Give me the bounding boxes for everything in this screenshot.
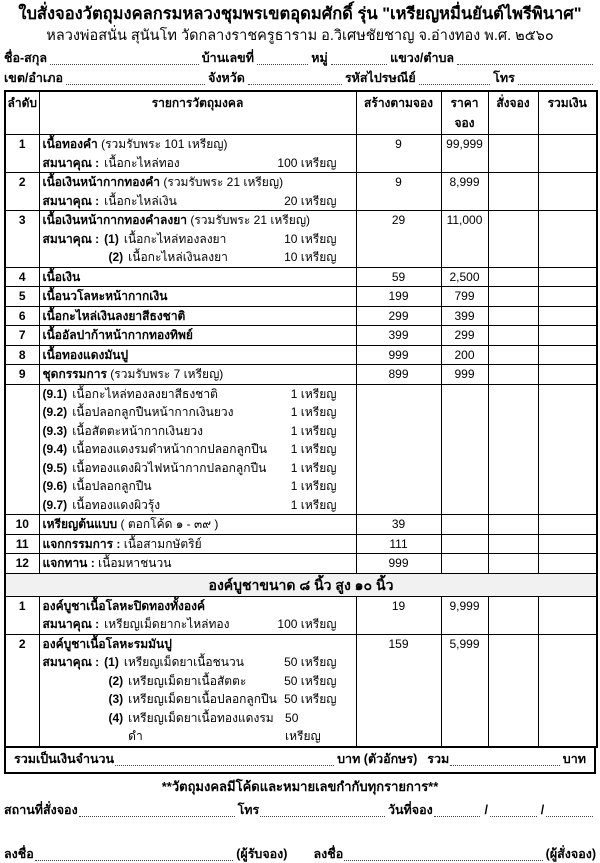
bonus-item-text — [43, 459, 267, 478]
item-name: เนื้อเงิน — [42, 269, 81, 284]
grand-total-row — [4, 746, 596, 774]
row-number: 3 — [5, 211, 39, 268]
bonus-description: เนื้อทองแดงผิวรุ้ง — [72, 497, 161, 512]
page-title: ใบสั่งจองวัตถุมงคลกรมหลวงชุมพรเขตอุดมศักดิ์ รุ่น "เหรียญหมื่นยันต์ไพรีพินาศ" — [18, 5, 582, 23]
table-row — [5, 306, 597, 326]
price-value: 299 — [441, 326, 488, 346]
item-note: (รวมรับพระ 21 เหรียญ) — [160, 175, 284, 189]
item-description — [39, 634, 356, 747]
item-name: องค์บูชาเนื้อโลหะรมมันปู — [42, 636, 172, 651]
bonus-number: (3) — [108, 692, 124, 706]
bonus-quantity: 1 เหรียญ — [290, 405, 337, 419]
price-value: 999 — [441, 365, 488, 385]
item-name: ชุดกรรมการ — [42, 367, 107, 381]
item-description — [39, 554, 356, 574]
moo-label: หมู่ — [311, 51, 328, 65]
item-name: เนื้อกะไหล่เงินลงยาสีธงชาติ — [42, 308, 186, 323]
col-header-order: สั่งจอง — [488, 91, 538, 135]
order-qty-cell[interactable] — [488, 306, 538, 326]
row-number: 11 — [5, 534, 39, 554]
moo-field[interactable] — [331, 52, 387, 65]
made-to-order-qty: 9 — [356, 173, 441, 211]
bonus-item-text — [43, 615, 230, 634]
row-number: 2 — [5, 634, 39, 747]
item-description — [39, 365, 356, 385]
col-header-index: ลำดับ — [5, 91, 39, 135]
name-field[interactable] — [50, 52, 199, 65]
item-name: องค์บูชาเนื้อโลหะปิดทองทั้งองค์ — [42, 598, 206, 613]
bonus-item-line — [43, 403, 353, 422]
row-total-cell[interactable] — [538, 306, 597, 326]
price-value: 99,999 — [441, 135, 488, 173]
price-value: 8,999 — [441, 173, 488, 211]
made-to-order-qty: 999 — [356, 554, 441, 574]
bonus-quantity: 1 เหรียญ — [290, 386, 337, 401]
sum-label: รวม — [427, 751, 450, 766]
made-to-order-qty: 399 — [356, 326, 441, 346]
row-total-cell[interactable] — [538, 326, 597, 346]
made-to-order-qty: 39 — [356, 515, 441, 535]
bonus-item-line — [43, 385, 353, 404]
bonus-quantity: 1 เหรียญ — [290, 460, 337, 475]
bonus-item-line — [43, 690, 353, 709]
table-row — [5, 345, 597, 365]
table-row — [5, 135, 597, 173]
baht-label: บาท — [562, 751, 586, 766]
bonus-item-line — [43, 615, 353, 634]
bonus-quantity: 10 เหรียญ — [284, 250, 337, 264]
district-field[interactable] — [66, 72, 205, 85]
bonus-quantity: 10 เหรียญ — [284, 231, 337, 246]
baht-in-words-label: บาท (ตัวอักษร) — [337, 751, 418, 766]
bonus-quantity: 100 เหรียญ — [277, 617, 337, 631]
bonus-number: (1) — [104, 231, 119, 246]
item-description — [39, 515, 356, 535]
item-name-line — [43, 211, 353, 230]
bonus-item-text — [43, 422, 203, 441]
bonus-item-text — [43, 230, 227, 249]
bonus-quantity: 50 เหรียญ — [284, 673, 337, 688]
bonus-item-text — [43, 385, 218, 404]
bonus-prefix: สมนาคุณ : — [42, 193, 100, 208]
sign-left-field[interactable] — [35, 848, 233, 861]
item-note: เนื้อมหาชนวน — [94, 556, 172, 570]
bonus-description: เนื้อสัตตะหน้ากากเงินยวง — [72, 423, 203, 438]
sign-right-role: (ผู้สั่งจอง) — [545, 846, 596, 861]
order-qty-cell[interactable] — [488, 287, 538, 307]
table-row — [5, 534, 597, 554]
bonus-number: (9.4) — [42, 442, 68, 456]
table-row — [5, 287, 597, 307]
col-header-price: ราคาจอง — [441, 91, 488, 135]
price-value: 11,000 — [441, 211, 488, 268]
price-value: 9,999 — [441, 596, 488, 634]
sign-right-field[interactable] — [344, 848, 542, 861]
row-number — [5, 384, 39, 515]
made-to-order-qty: 999 — [356, 345, 441, 365]
bonus-item-line — [43, 496, 353, 515]
province-field[interactable] — [248, 72, 342, 85]
bonus-description: เนื้อทองแดงรมดำหน้ากากปลอกลูกปืน — [72, 442, 267, 456]
page-subtitle: หลวงพ่อสนั่น สุนันโท วัดกลางราชครูธาราม อ.วิเศษชัยชาญ จ.อ่างทอง พ.ศ. ๒๕๖๐ — [46, 28, 554, 44]
made-to-order-qty: 899 — [356, 365, 441, 385]
bonus-quantity: 50 เหรียญ — [284, 655, 337, 669]
bonus-item-text — [43, 154, 180, 173]
item-name-line — [43, 635, 353, 654]
bonus-number: (1) — [104, 655, 119, 669]
table-row — [5, 326, 597, 346]
bonus-quantity: 1 เหรียญ — [290, 442, 337, 456]
item-name-line — [43, 326, 353, 345]
row-number: 9 — [5, 365, 39, 385]
bonus-number: (2) — [108, 250, 124, 264]
item-name: เนื้ออัลปาก้าหน้ากากทองทิพย์ — [42, 328, 193, 342]
item-description — [39, 211, 356, 268]
item-name: แจกทาน : — [42, 556, 95, 570]
bonus-quantity: 1 เหรียญ — [290, 497, 337, 512]
customer-info-line-1 — [4, 49, 596, 67]
house-no-field[interactable] — [257, 52, 308, 65]
row-total-cell[interactable] — [538, 345, 597, 365]
order-qty-cell[interactable] — [488, 345, 538, 365]
bonus-description: เนื้อกะไหล่ทองลงยาสีธงชาติ — [72, 386, 218, 401]
bonus-item-text — [43, 653, 244, 672]
order-qty-cell[interactable] — [488, 634, 538, 747]
sign-left-label: ลงชื่อ — [4, 846, 34, 861]
date-slash-2: / — [540, 802, 545, 817]
row-number: 5 — [5, 287, 39, 307]
signature-line — [4, 845, 596, 863]
item-name: เนื้อทองแดงมันปู — [42, 347, 129, 362]
table-row — [5, 365, 597, 385]
bonus-description: เนื้อกะไหล่ทอง — [104, 155, 180, 170]
bonus-item-line — [43, 192, 353, 211]
district-label: เขต/อำเภอ — [4, 71, 63, 85]
row-total-cell[interactable] — [538, 287, 597, 307]
order-qty-cell[interactable] — [488, 515, 538, 535]
item-name: เนื้อทองคำ — [42, 137, 98, 151]
bonus-item-text — [109, 690, 277, 709]
footer-phone-label: โทร — [237, 802, 260, 817]
bonus-item-line — [43, 709, 353, 746]
row-number: 6 — [5, 306, 39, 326]
item-description — [39, 173, 356, 211]
bonus-quantity: 20 เหรียญ — [284, 193, 337, 208]
item-name-line — [43, 307, 353, 326]
row-total-cell[interactable] — [538, 596, 597, 634]
total-amount-number-field[interactable] — [450, 753, 560, 766]
order-qty-cell[interactable] — [488, 326, 538, 346]
made-to-order-qty: 299 — [356, 306, 441, 326]
table-row — [5, 211, 597, 268]
row-total-cell[interactable] — [538, 173, 597, 211]
item-name: เนื้อเงินหน้ากากทองคำลงยา — [42, 213, 188, 227]
made-to-order-qty — [356, 384, 441, 515]
booking-date-label: วันที่จอง — [387, 802, 433, 817]
bonus-description: เหรียญเม็ดยาเนื้อสัตตะ — [128, 673, 247, 688]
bonus-quantity: 1 เหรียญ — [290, 479, 337, 493]
price-value: 399 — [441, 306, 488, 326]
item-note: เนื้อสามกษัตริย์ — [120, 536, 202, 551]
bonus-item-text — [109, 672, 247, 691]
bonus-description: เนื้อปลอกลูกปืนหน้ากากเงินยวง — [72, 405, 234, 419]
subdistrict-field[interactable] — [457, 52, 593, 65]
bonus-number: (9.5) — [42, 460, 68, 475]
bonus-item-text — [43, 403, 234, 422]
item-name-line — [43, 173, 353, 192]
section-header-row — [5, 573, 597, 596]
customer-info-line-2 — [4, 69, 596, 87]
price-value — [441, 515, 488, 535]
province-label: จังหวัด — [208, 71, 245, 85]
bonus-prefix: สมนาคุณ : — [42, 617, 100, 631]
phone-field[interactable] — [518, 72, 593, 85]
date-month-field[interactable] — [490, 804, 537, 817]
bonus-number: (9.2) — [42, 405, 68, 419]
house-no-label: บ้านเลขที่ — [201, 51, 254, 65]
price-value — [441, 554, 488, 574]
bonus-item-line — [43, 672, 353, 691]
item-note: (รวมรับพระ 21 เหรียญ) — [187, 213, 311, 227]
item-name: เนื้อนวโลหะหน้ากากเงิน — [42, 289, 168, 303]
order-qty-cell[interactable] — [488, 365, 538, 385]
table-row — [5, 515, 597, 535]
order-qty-cell[interactable] — [488, 596, 538, 634]
row-total-cell[interactable] — [538, 267, 597, 287]
price-value: 5,999 — [441, 634, 488, 747]
bonus-number: (4) — [108, 710, 124, 725]
order-qty-cell[interactable] — [488, 267, 538, 287]
bonus-item-line — [43, 230, 353, 249]
item-name: เนื้อเงินหน้ากากทองคำ — [42, 175, 161, 189]
bonus-item-text — [43, 477, 152, 496]
bonus-description: เนื้อทองแดงผิวไฟหน้ากากปลอกลูกปืน — [72, 460, 267, 475]
bonus-item-line — [43, 459, 353, 478]
item-name-line — [43, 365, 353, 384]
bonus-description: เนื้อปลอกลูกปืน — [72, 479, 152, 493]
item-name-line — [43, 515, 353, 534]
bonus-quantity: 50 เหรียญ — [284, 692, 337, 706]
item-description — [39, 306, 356, 326]
made-to-order-qty: 199 — [356, 287, 441, 307]
order-qty-cell[interactable] — [488, 554, 538, 574]
section-title: องค์บูชาขนาด ๘ นิ้ว สูง ๑๐ นิ้ว — [5, 573, 597, 596]
made-to-order-qty: 159 — [356, 634, 441, 747]
code-note: **วัตถุมงคลมีโค้ดและหมายเลขกำกับทุกรายการ** — [161, 778, 439, 794]
item-description — [39, 596, 356, 634]
row-total-cell[interactable] — [538, 211, 597, 268]
row-number: 8 — [5, 345, 39, 365]
row-total-cell[interactable] — [538, 634, 597, 747]
item-note: (รวมรับพระ 101 เหรียญ) — [97, 137, 228, 151]
postcode-field[interactable] — [419, 72, 490, 85]
bonus-description: เนื้อกะไหล่เงินลงยา — [128, 250, 228, 264]
order-qty-cell[interactable] — [488, 135, 538, 173]
phone-label: โทร — [493, 71, 515, 85]
order-table — [4, 90, 598, 748]
date-year-field[interactable] — [546, 804, 593, 817]
date-slash-1: / — [484, 802, 488, 817]
bonus-quantity: 100 เหรียญ — [277, 155, 337, 170]
sign-left-role: (ผู้รับจอง) — [236, 846, 288, 861]
bonus-quantity: 1 เหรียญ — [290, 423, 337, 438]
item-name-line — [43, 268, 353, 287]
bonus-description: เหรียญเม็ดยาเนื้อปลอกลูกปืน — [128, 692, 277, 706]
made-to-order-qty: 19 — [356, 596, 441, 634]
bonus-description: เหรียญเม็ดยากะไหล่ทอง — [104, 617, 230, 631]
bonus-item-line — [43, 477, 353, 496]
bonus-number: (9.7) — [42, 497, 68, 512]
col-header-made: สร้างตามจอง — [356, 91, 441, 135]
name-label: ชื่อ-สกุล — [4, 51, 48, 65]
table-row — [5, 267, 597, 287]
postcode-label: รหัสไปรษณีย์ — [344, 71, 416, 85]
row-number: 2 — [5, 173, 39, 211]
item-name: เหรียญต้นแบบ — [42, 517, 118, 531]
item-description — [39, 345, 356, 365]
bonus-item-text — [109, 248, 228, 267]
bonus-item-line — [43, 154, 353, 173]
item-description — [39, 384, 356, 515]
price-value: 2,500 — [441, 267, 488, 287]
row-total-cell[interactable] — [538, 554, 597, 574]
item-note: ( ตอกโค้ด ๑ - ๓๙ ) — [117, 517, 219, 531]
bonus-number: (9.3) — [42, 423, 68, 438]
row-total-cell[interactable] — [538, 515, 597, 535]
bonus-item-text — [43, 440, 267, 459]
bonus-description: เนื้อกะไหล่เงิน — [104, 193, 177, 208]
bonus-item-line — [43, 248, 353, 267]
row-total-cell[interactable] — [538, 135, 597, 173]
row-number: 10 — [5, 515, 39, 535]
made-to-order-qty: 111 — [356, 534, 441, 554]
col-header-total: รวมเงิน — [538, 91, 597, 135]
bonus-number: (9.6) — [42, 479, 68, 493]
row-number: 4 — [5, 267, 39, 287]
table-header-row — [5, 91, 597, 135]
date-day-field[interactable] — [434, 804, 481, 817]
bonus-description: เหรียญเม็ดยาเนื้อชนวน — [123, 655, 244, 669]
bonus-number: (2) — [108, 673, 124, 688]
item-name-line — [43, 597, 353, 616]
table-row — [5, 173, 597, 211]
bonus-number: (9.1) — [42, 386, 68, 401]
total-amount-text-field[interactable] — [115, 753, 334, 766]
item-name-line — [43, 554, 353, 573]
bonus-prefix: สมนาคุณ : — [42, 155, 100, 170]
bonus-description: เหรียญเม็ดยาเนื้อทองแดงรมดำ — [128, 710, 274, 743]
booking-place-line — [4, 801, 596, 819]
item-description — [39, 534, 356, 554]
item-name-line — [43, 535, 353, 554]
bonus-description: เนื้อกะไหล่ทองลงยา — [123, 231, 227, 246]
row-number: 12 — [5, 554, 39, 574]
item-description — [39, 135, 356, 173]
made-to-order-qty: 29 — [356, 211, 441, 268]
bonus-item-text — [43, 496, 161, 515]
order-qty-cell[interactable] — [488, 211, 538, 268]
order-qty-cell[interactable] — [488, 173, 538, 211]
item-name-line — [43, 346, 353, 365]
footer-phone-field[interactable] — [260, 804, 385, 817]
row-total-cell[interactable] — [538, 365, 597, 385]
bonus-prefix: สมนาคุณ : — [42, 231, 100, 246]
sign-right-label: ลงชื่อ — [313, 846, 344, 861]
bonus-prefix: สมนาคุณ : — [42, 655, 100, 669]
table-row — [5, 554, 597, 574]
item-description — [39, 267, 356, 287]
bonus-item-text — [43, 192, 177, 211]
price-value: 799 — [441, 287, 488, 307]
price-value — [441, 384, 488, 515]
table-row — [5, 596, 597, 634]
item-note: (รวมรับพระ 7 เหรียญ) — [106, 367, 224, 381]
subdistrict-label: แขวง/ตำบล — [390, 51, 455, 65]
bonus-item-text — [109, 709, 286, 746]
item-name: แจกกรรมการ : — [42, 536, 121, 551]
col-header-item: รายการวัตถุมงคล — [39, 91, 356, 135]
row-number: 1 — [5, 596, 39, 634]
place-label: สถานที่สั่งจอง — [4, 802, 78, 817]
total-amount-label: รวมเป็นเงินจำนวน — [14, 751, 115, 766]
bonus-item-line — [43, 653, 353, 672]
bonus-item-line — [43, 422, 353, 441]
table-row — [5, 384, 597, 515]
place-field[interactable] — [79, 804, 235, 817]
order-qty-cell[interactable] — [488, 534, 538, 554]
bonus-quantity: 50 เหรียญ — [285, 710, 321, 743]
made-to-order-qty: 59 — [356, 267, 441, 287]
row-total-cell[interactable] — [538, 534, 597, 554]
price-value — [441, 534, 488, 554]
table-row — [5, 634, 597, 747]
item-description — [39, 326, 356, 346]
order-qty-cell[interactable] — [488, 384, 538, 515]
price-value: 200 — [441, 345, 488, 365]
item-name-line — [43, 287, 353, 306]
made-to-order-qty: 9 — [356, 135, 441, 173]
bonus-item-line — [43, 440, 353, 459]
item-description — [39, 287, 356, 307]
row-number: 1 — [5, 135, 39, 173]
row-number: 7 — [5, 326, 39, 346]
item-name-line — [43, 135, 353, 154]
row-total-cell[interactable] — [538, 384, 597, 515]
